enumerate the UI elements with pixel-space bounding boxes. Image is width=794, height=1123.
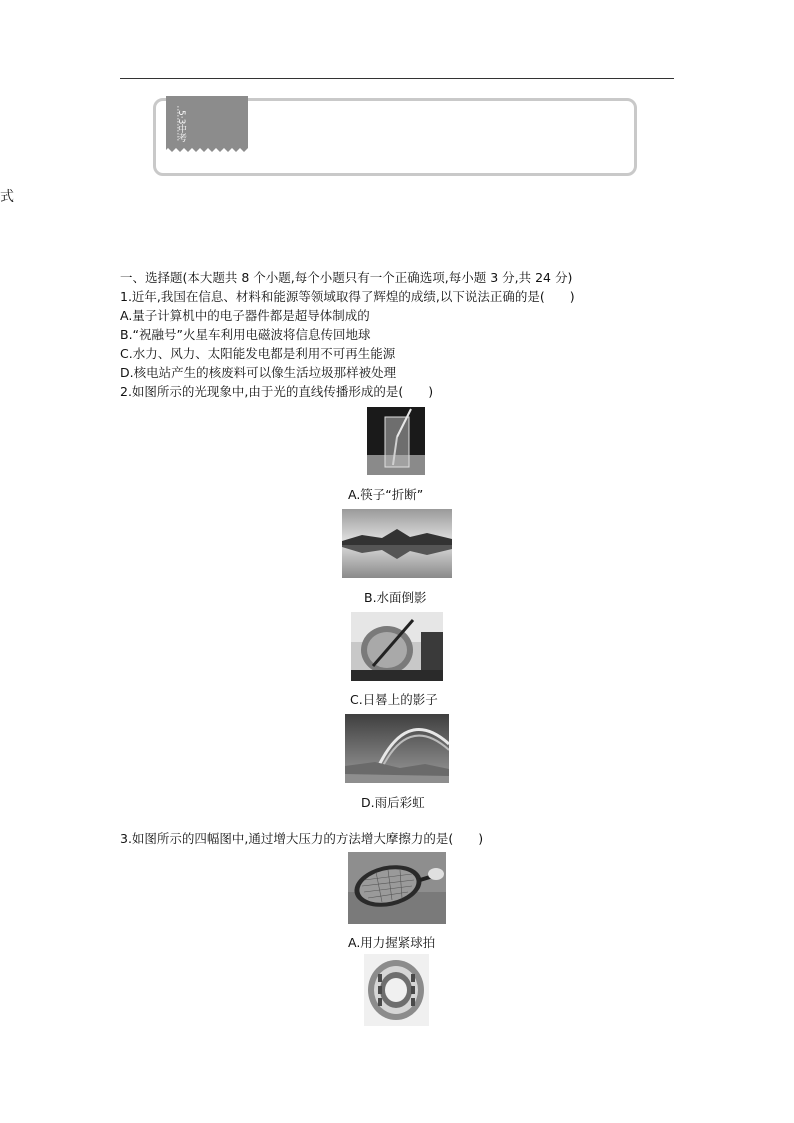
figure-sundial-image — [351, 612, 443, 681]
question-1-option-d: D.核电站产生的核废料可以像生活垃圾那样被处理 — [120, 365, 397, 380]
figure-tennis-racket-image — [348, 852, 446, 924]
section-title: 一、选择题(本大题共 8 个小题,每个小题只有一个正确选项,每小题 3 分,共 24 分) — [120, 270, 573, 285]
figure-caption-c: C.日晷上的影子 — [350, 692, 438, 707]
figure-chopstick-in-glass-image — [367, 407, 425, 475]
question-1-option-b: B.“祝融号”火星车利用电磁波将信息传回地球 — [120, 327, 371, 342]
figure-caption-b: B.水面倒影 — [364, 590, 427, 605]
figure-rainbow-image — [345, 714, 449, 783]
figure-bearing-image — [364, 954, 429, 1026]
question-1-option-c: C.水力、风力、太阳能发电都是利用不可再生能源 — [120, 346, 396, 361]
figure-caption-d: D.雨后彩虹 — [361, 795, 425, 810]
question-1-option-a: A.量子计算机中的电子器件都是超导体制成的 — [120, 308, 370, 323]
question-3-stem: 3.如图所示的四幅图中,通过增大压力的方法增大摩擦力的是( ) — [120, 831, 484, 846]
question-2-stem: 2.如图所示的光现象中,由于光的直线传播形成的是( ) — [120, 384, 434, 399]
header-rule — [120, 78, 674, 79]
question-1-stem: 1.近年,我国在信息、材料和能源等领域取得了辉煌的成绩,以下说法正确的是( ) — [120, 289, 575, 304]
figure-caption-a: A.筷子“折断” — [348, 487, 424, 502]
page-edge-character: 式 — [0, 189, 14, 205]
figure-water-reflection-image — [342, 509, 452, 578]
figure-caption-3a: A.用力握紧球拍 — [348, 935, 436, 950]
banner-tab-label: 5·3中考 — [176, 110, 186, 143]
